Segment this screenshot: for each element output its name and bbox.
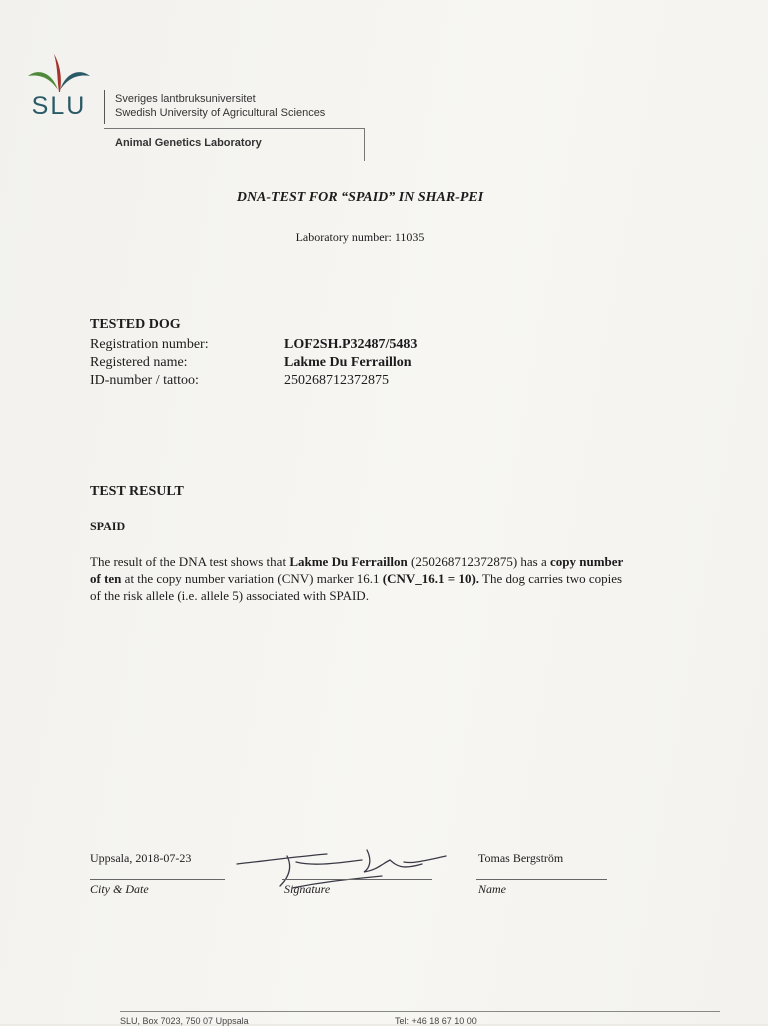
header-divider bbox=[104, 90, 105, 124]
document-title: DNA-TEST FOR “SPAID” IN SHAR-PEI bbox=[236, 190, 484, 205]
signature-line bbox=[282, 879, 432, 880]
slu-logo bbox=[24, 50, 94, 120]
university-name bbox=[115, 92, 325, 120]
laboratory-number bbox=[0, 230, 720, 245]
university-name-en: Swedish University of Agricultural Sciences bbox=[115, 107, 326, 119]
result-text-3: at the copy number variation (CNV) marker 16.1 bbox=[121, 571, 383, 586]
lab-number-label: Laboratory number: bbox=[295, 230, 392, 244]
logo-wordmark: SLU bbox=[31, 92, 87, 120]
result-dog-name: Lakme Du Ferraillon bbox=[289, 554, 408, 569]
tested-dog-heading: TESTED DOG bbox=[90, 317, 181, 332]
result-copy-number: copy number of ten bbox=[90, 554, 624, 586]
id-number-label: ID-number / tattoo: bbox=[90, 373, 199, 388]
name-line bbox=[476, 879, 607, 880]
spaid-subheading: SPAID bbox=[90, 519, 126, 533]
university-name-sv: Sveriges lantbruksuniversitet bbox=[115, 93, 256, 105]
city-date-caption: City & Date bbox=[90, 882, 149, 896]
result-text-1: The result of the DNA test shows that bbox=[90, 554, 290, 569]
registered-name-value: Lakme Du Ferraillon bbox=[284, 355, 412, 370]
signer-name-value: Tomas Bergström bbox=[478, 851, 564, 865]
footer-phone: Tel: +46 18 67 10 00 bbox=[395, 1016, 477, 1026]
handwritten-signature bbox=[232, 842, 452, 897]
city-date-line bbox=[90, 879, 225, 880]
registration-number-label: Registration number: bbox=[90, 337, 209, 352]
test-result-heading: TEST RESULT bbox=[90, 484, 184, 499]
result-paragraph bbox=[90, 553, 630, 604]
city-date-value: Uppsala, 2018-07-23 bbox=[90, 851, 192, 865]
id-number-value: 250268712372875 bbox=[284, 373, 389, 388]
result-text-2: (250268712372875) has a bbox=[407, 554, 551, 569]
result-cnv-value: (CNV_16.1 = 10). bbox=[382, 571, 480, 586]
footer-divider bbox=[120, 1011, 720, 1012]
lab-number-value: 11035 bbox=[394, 230, 425, 244]
signature-caption: Signature bbox=[284, 882, 331, 896]
result-text-4: The dog carries two copies of the risk allele (i.e. allele 5) associated with SPAID. bbox=[90, 571, 623, 603]
registered-name-label: Registered name: bbox=[90, 355, 188, 370]
name-caption: Name bbox=[478, 882, 506, 896]
footer-address: SLU, Box 7023, 750 07 Uppsala bbox=[120, 1016, 249, 1026]
registration-number-value: LOF2SH.P32487/5483 bbox=[284, 337, 418, 352]
laboratory-name: Animal Genetics Laboratory bbox=[115, 137, 262, 149]
